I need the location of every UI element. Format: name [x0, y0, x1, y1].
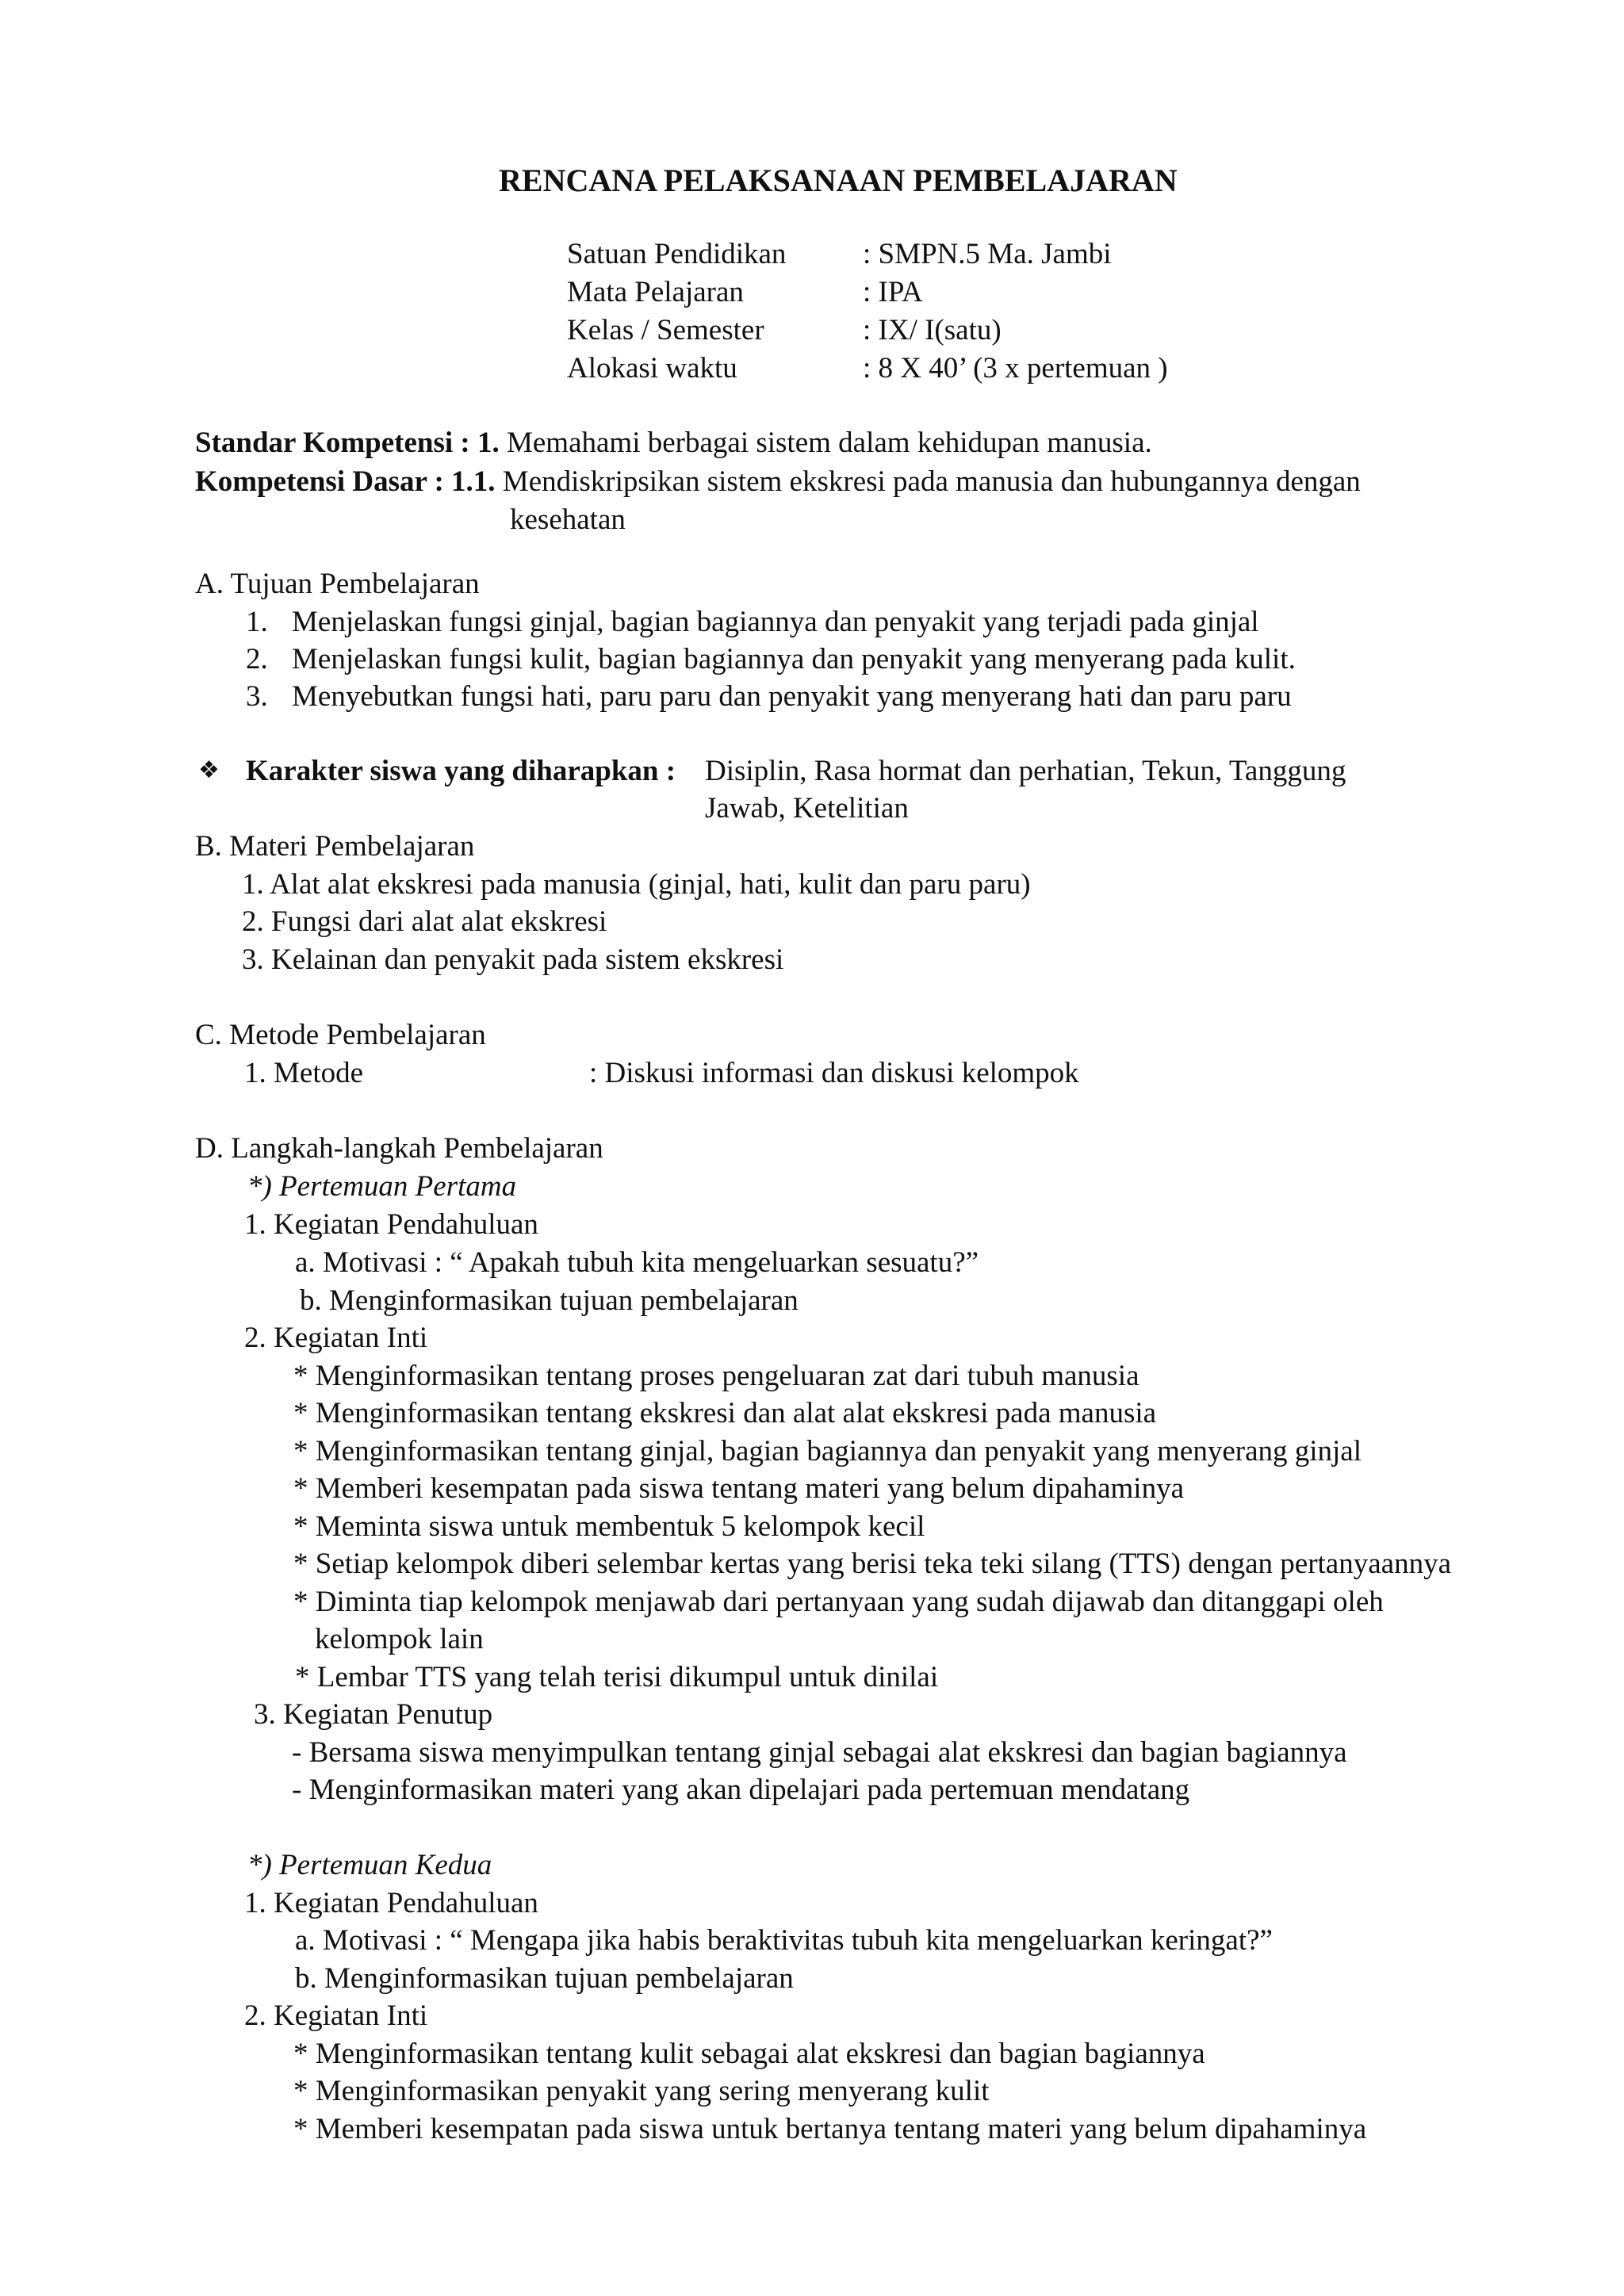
identity-label: Alokasi waktu: [567, 352, 737, 385]
list-item: b. Menginformasikan tujuan pembelajaran: [295, 1962, 794, 1995]
list-item: 2. Fungsi dari alat alat ekskresi: [242, 905, 607, 938]
list-item: * Menginformasikan tentang proses pengeluaran zat dari tubuh manusia: [293, 1360, 1139, 1392]
list-item: * Memberi kesempatan pada siswa tentang materi yang belum dipahaminya: [293, 1472, 1185, 1505]
list-item: * Menginformasikan tentang ginjal, bagian bagiannya dan penyakit yang menyerang ginjal: [293, 1435, 1362, 1468]
identity-value: : 8 X 40’ (3 x pertemuan ): [863, 352, 1168, 385]
kompetensi-text: Mendiskripsikan sistem ekskresi pada manusia dan hubungannya dengan: [495, 465, 1361, 498]
kompetensi-dasar: [195, 467, 1361, 496]
kegiatan-heading: 2. Kegiatan Inti: [244, 1999, 428, 2032]
list-item: * Diminta tiap kelompok menjawab dari pertanyaan yang sudah dijawab dan ditanggapi oleh: [293, 1586, 1384, 1618]
kompetensi-text-continued: kesehatan: [510, 503, 626, 536]
section-heading-tujuan: A. Tujuan Pembelajaran: [195, 568, 480, 600]
list-item: 3. Kelainan dan penyakit pada sistem ekskresi: [242, 943, 784, 976]
standar-text: Memahami berbagai sistem dalam kehidupan manusia.: [499, 427, 1152, 459]
metode-value: : Diskusi informasi dan diskusi kelompok: [589, 1057, 1079, 1089]
pertemuan-title: *) Pertemuan Pertama: [247, 1170, 517, 1203]
list-item: - Bersama siswa menyimpulkan tentang ginjal sebagai alat ekskresi dan bagian bagiannya: [292, 1736, 1347, 1769]
karakter-label: Karakter siswa yang diharapkan :: [246, 755, 676, 787]
list-item: - Menginformasikan materi yang akan dipelajari pada pertemuan mendatang: [292, 1774, 1190, 1806]
diamond-bullet-icon: ❖: [198, 756, 220, 784]
list-item: Menjelaskan fungsi kulit, bagian bagiannya dan penyakit yang menyerang pada kulit.: [292, 643, 1296, 675]
identity-label: Mata Pelajaran: [567, 276, 744, 308]
standar-label: Standar Kompetensi : 1.: [195, 427, 500, 459]
kegiatan-heading: 3. Kegiatan Penutup: [254, 1698, 493, 1731]
list-item: * Meminta siswa untuk membentuk 5 kelompok kecil: [293, 1510, 925, 1543]
kompetensi-label: Kompetensi Dasar : 1.1.: [195, 465, 496, 498]
list-item: a. Motivasi : “ Mengapa jika habis beraktivitas tubuh kita mengeluarkan keringat?”: [295, 1924, 1273, 1957]
list-item: Menjelaskan fungsi ginjal, bagian bagiannya dan penyakit yang terjadi pada ginjal: [292, 606, 1259, 638]
kegiatan-heading: 1. Kegiatan Pendahuluan: [244, 1208, 538, 1241]
kegiatan-heading: 1. Kegiatan Pendahuluan: [244, 1887, 538, 1919]
standar-kompetensi: [195, 428, 1152, 457]
karakter-text-continued: Jawab, Ketelitian: [705, 792, 909, 825]
list-item: Menyebutkan fungsi hati, paru paru dan penyakit yang menyerang hati dan paru paru: [292, 680, 1292, 713]
list-item-number: 1.: [246, 606, 268, 638]
list-item: a. Motivasi : “ Apakah tubuh kita mengeluarkan sesuatu?”: [295, 1246, 979, 1279]
list-item-continued: kelompok lain: [315, 1623, 484, 1655]
list-item-number: 2.: [246, 643, 268, 675]
section-heading-materi: B. Materi Pembelajaran: [195, 830, 475, 863]
identity-value: : IX/ I(satu): [863, 314, 1002, 346]
identity-value: : SMPN.5 Ma. Jambi: [863, 238, 1112, 270]
metode-label: 1. Metode: [244, 1057, 364, 1089]
kegiatan-heading: 2. Kegiatan Inti: [244, 1322, 428, 1354]
list-item: * Lembar TTS yang telah terisi dikumpul untuk dinilai: [295, 1661, 939, 1693]
list-item: * Memberi kesempatan pada siswa untuk bertanya tentang materi yang belum dipahaminya: [293, 2113, 1367, 2145]
section-heading-metode: C. Metode Pembelajaran: [195, 1019, 486, 1051]
list-item: * Setiap kelompok diberi selembar kertas yang berisi teka teki silang (TTS) dengan pertanyaannya: [293, 1548, 1452, 1580]
identity-label: Satuan Pendidikan: [567, 238, 787, 270]
identity-label: Kelas / Semester: [567, 314, 764, 346]
karakter-text: Disiplin, Rasa hormat dan perhatian, Tekun, Tanggung: [705, 755, 1346, 787]
list-item: b. Menginformasikan tujuan pembelajaran: [300, 1284, 799, 1317]
pertemuan-title: *) Pertemuan Kedua: [247, 1849, 492, 1881]
list-item: * Menginformasikan tentang ekskresi dan alat alat ekskresi pada manusia: [293, 1397, 1157, 1429]
list-item-number: 3.: [246, 680, 268, 713]
identity-value: : IPA: [863, 276, 923, 308]
list-item: 1. Alat alat ekskresi pada manusia (ginjal, hati, kulit dan paru paru): [242, 868, 1031, 901]
list-item: * Menginformasikan tentang kulit sebagai alat ekskresi dan bagian bagiannya: [293, 2038, 1205, 2070]
document-title: RENCANA PELAKSANAAN PEMBELAJARAN: [499, 163, 1178, 198]
section-heading-langkah: D. Langkah-langkah Pembelajaran: [195, 1132, 603, 1165]
list-item: * Menginformasikan penyakit yang sering menyerang kulit: [293, 2075, 990, 2107]
